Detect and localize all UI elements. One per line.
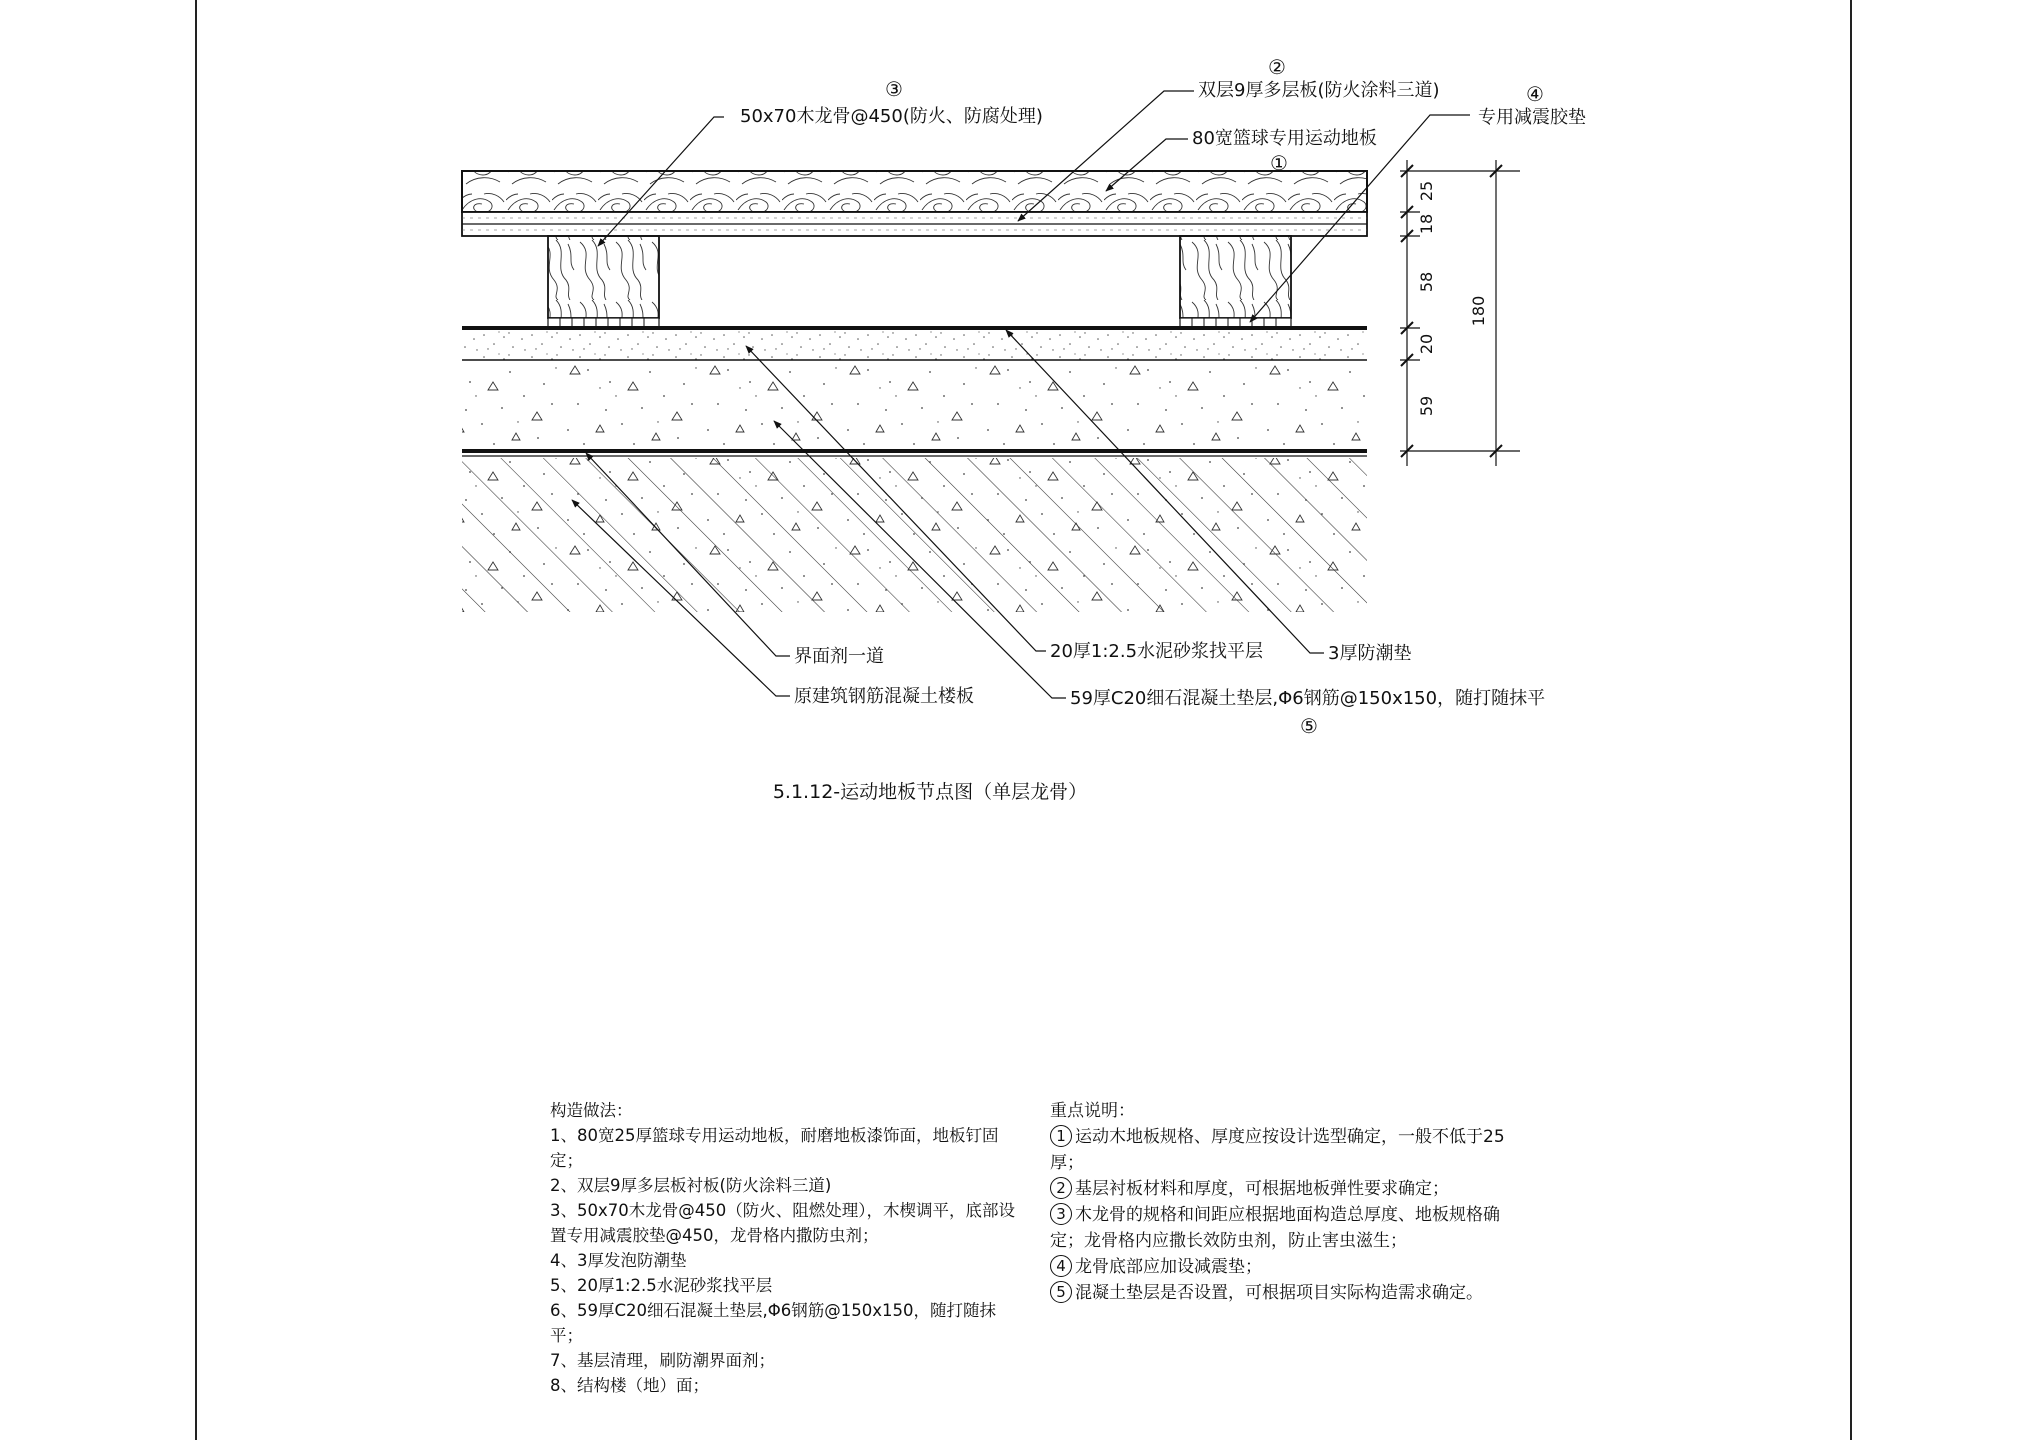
dim-cushion: 59 [1417,395,1436,417]
callout-moisture-label: 3厚防潮垫 [1328,643,1412,664]
callout-5-label: 59厚C20细石混凝土垫层,Φ6钢筋@150x150，随打随抹平 [1070,688,1546,709]
callout-3-label: 50x70木龙骨@450(防火、防腐处理) [740,106,1043,127]
callout-interface-label: 界面剂一道 [794,646,884,667]
key-note-2-number: 2 [1050,1177,1072,1199]
construction-heading: 构造做法： [550,1101,633,1120]
callout-4-label: 专用减震胶垫 [1478,107,1586,128]
drawing-title: 5.1.12-运动地板节点图（单层龙骨） [772,781,1088,803]
key-notes-heading: 重点说明： [1050,1101,1135,1121]
dim-plywood: 18 [1417,213,1436,235]
callout-1-number: ① [1270,151,1288,175]
plywood-layer [462,212,1367,236]
key-note-5-number: 5 [1050,1281,1072,1303]
dimension-chain [1400,160,1520,466]
callout-4-number: ④ [1526,82,1544,106]
concrete-cushion-layer [462,361,1367,450]
construction-item-4: 4、3厚发泡防潮垫 [550,1251,687,1270]
callout-2-number: ② [1268,55,1286,79]
key-note-4-number: 4 [1050,1255,1072,1277]
key-note-4-text: 龙骨底部应加设减震垫； [1075,1257,1262,1277]
construction-item-5: 5、20厚1:2.5水泥砂浆找平层 [550,1276,773,1295]
screed-layer [462,331,1367,360]
callout-1-label: 80宽篮球专用运动地板 [1192,128,1377,149]
construction-item-6: 6、59厚C20细石混凝土垫层,Φ6钢筋@150x150，随打随抹平； [550,1301,996,1345]
key-note-5-text: 混凝土垫层是否设置，可根据项目实际构造需求确定。 [1075,1283,1483,1303]
callout-screed-label: 20厚1:2.5水泥砂浆找平层 [1050,641,1264,662]
dim-floor-board: 25 [1417,180,1436,202]
construction-item-2: 2、双层9厚多层板衬板(防火涂料三道) [550,1176,832,1195]
rc-slab-layer [462,458,1367,612]
construction-notes [550,1098,1020,1398]
dim-total: 180 [1469,295,1488,327]
callout-3-number: ③ [885,77,903,101]
key-note-2 [1050,1176,1520,1202]
key-note-1-number: 1 [1050,1125,1072,1147]
callout-5-number: ⑤ [1300,714,1318,738]
callout-slab-label: 原建筑钢筋混凝土楼板 [794,686,974,707]
callout-2-label: 双层9厚多层板(防火涂料三道) [1198,80,1440,101]
construction-item-7: 7、基层清理，刷防潮界面剂； [550,1351,775,1370]
dim-joist: 58 [1417,271,1436,293]
dim-screed: 20 [1417,333,1436,355]
key-note-5 [1050,1280,1520,1306]
key-note-4 [1050,1254,1520,1280]
key-note-3-number: 3 [1050,1203,1072,1225]
construction-item-8: 8、结构楼（地）面； [550,1376,709,1395]
wood-joist-right [1180,236,1291,327]
key-note-3-text: 木龙骨的规格和间距应根据地面构造总厚度、地板规格确定；龙骨格内应撒长效防虫剂，防止害虫滋生； [1050,1205,1500,1251]
key-note-3 [1050,1202,1520,1254]
construction-item-1: 1、80宽25厚篮球专用运动地板，耐磨地板漆饰面，地板钉固定； [550,1126,999,1170]
wood-joist-left [548,236,659,327]
key-note-2-text: 基层衬板材料和厚度，可根据地板弹性要求确定； [1075,1179,1449,1199]
key-note-1-text: 运动木地板规格、厚度应按设计选型确定，一般不低于25厚； [1050,1127,1505,1173]
key-note-1 [1050,1124,1520,1176]
floor-board-layer [462,171,1367,212]
construction-item-3: 3、50x70木龙骨@450（防火、阻燃处理），木楔调平，底部设置专用减震胶垫@450，龙骨格内撒防虫剂； [550,1201,1015,1245]
key-notes [1050,1098,1520,1306]
